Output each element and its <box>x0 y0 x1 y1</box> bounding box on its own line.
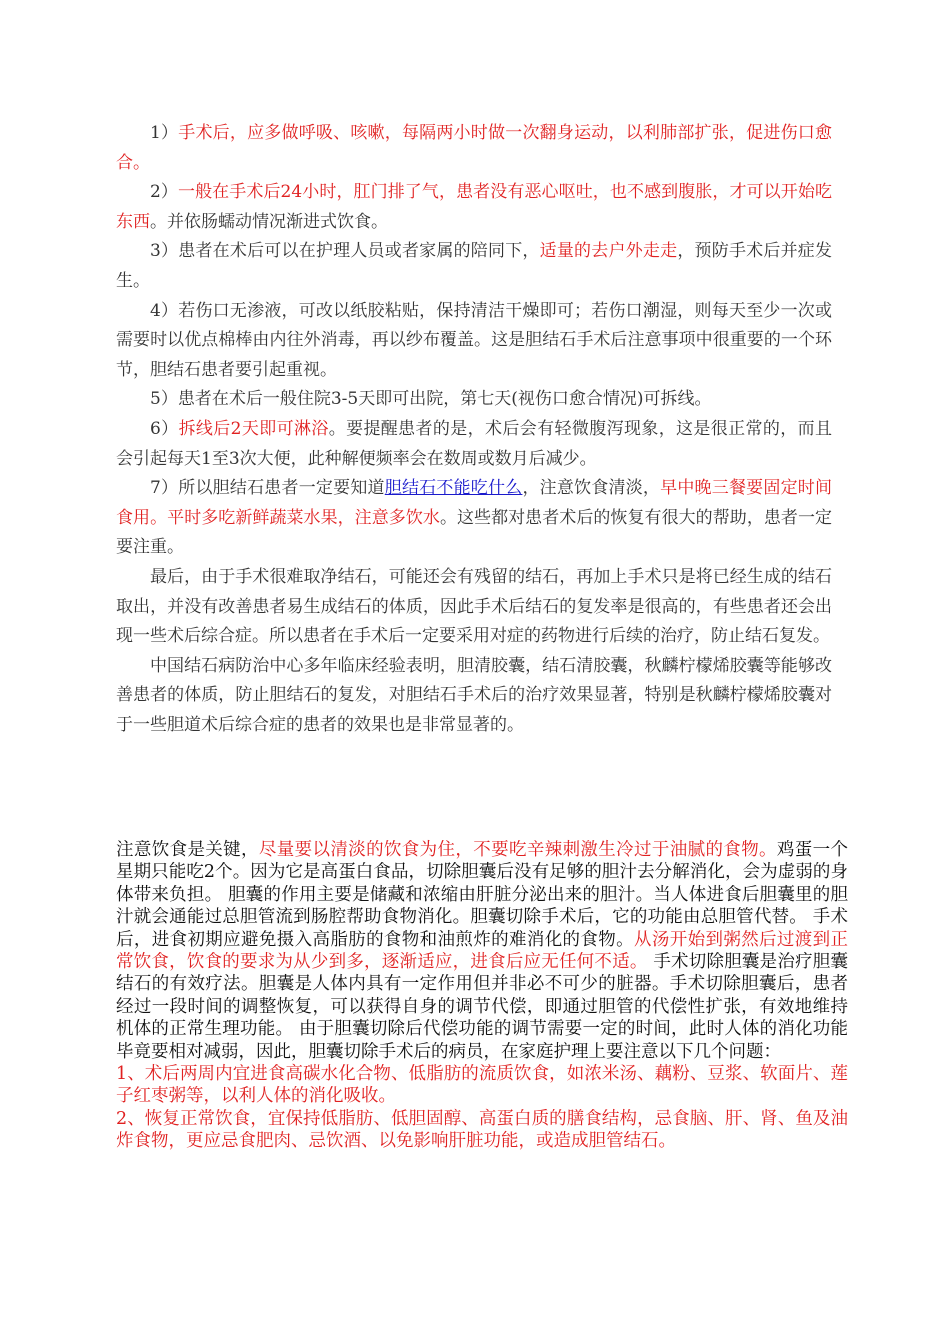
post-surgery-care-section <box>116 119 832 740</box>
paragraph-5: 5）患者在术后一般住院3-5天即可出院，第七天(视伤口愈合情况)可拆线。 <box>150 389 712 410</box>
diet-advice-section <box>116 839 848 1153</box>
paragraph-1: 1）手术后，应多做呼吸、咳嗽，每隔两小时做一次翻身运动，以利肺部扩张，促进伤口愈合。 <box>116 123 833 173</box>
diet-item-2: 2、恢复正常饮食，宜保持低脂肪、低胆固醇、高蛋白质的膳食结构，忌食脑、肝、肾、鱼及油炸食物，更应忌食肥肉、忌饮酒、以免影响肝脏功能，或造成胆管结石。 <box>116 1108 848 1152</box>
gallstone-diet-link[interactable]: 胆结石不能吃什么 <box>384 478 523 499</box>
paragraph-4: 4）若伤口无渗液，可改以纸胶粘贴，保持清洁干燥即可；若伤口潮湿，则每天至少一次或需要时以优点棉棒由内往外消毒，再以纱布覆盖。这是胆结石手术后注意事项中很重要的一个环节，胆结石患者要引起重视。 <box>116 300 832 380</box>
diet-item-1: 1、术后两周内宜进食高碳水化合物、低脂肪的流质饮食，如浓米汤、藕粉、豆浆、软面片、莲子红枣粥等，以利人体的消化吸收。 <box>116 1064 848 1107</box>
paragraph-8: 最后，由于手术很难取净结石，可能还会有残留的结石，再加上手术只是将已经生成的结石取出，并没有改善患者易生成结石的体质，因此手术后结石的复发率是很高的，有些患者还会出现一些术后综合症。所以患者在手术后一定要采用对症的药物进行后续的治疗，防止结石复发。 <box>116 566 832 647</box>
paragraph-6: 6）拆线后2天即可淋浴。要提醒患者的是，术后会有轻微腹泻现象，这是很正常的，而且会引起每天1至3次大便，此种解便频率会在数周或数月后减少。 <box>116 418 832 469</box>
paragraph-2: 2）一般在手术后24小时，肛门排了气，患者没有恶心呕吐，也不感到腹胀，才可以开始吃东西。并依肠蠕动情况渐进式饮食。 <box>116 182 832 232</box>
paragraph-9: 中国结石病防治中心多年临床经验表明，胆清胶囊，结石清胶囊，秋麟柠檬烯胶囊等能够改善患者的体质，防止胆结石的复发，对胆结石手术后的治疗效果显著，特别是秋麟柠檬烯胶囊对于一些胆道术后综合症的患者的效果也是非常显著的。 <box>116 655 832 735</box>
paragraph-7: 7）所以胆结石患者一定要知道胆结石不能吃什么，注意饮食清淡，早中晚三餐要固定时间食用。平时多吃新鲜蔬菜水果，注意多饮水。这些都对患者术后的恢复有很大的帮助，患者一定要注重。 <box>116 478 833 558</box>
diet-paragraph: 注意饮食是关键，尽量要以清淡的饮食为住，不要吃辛辣刺激生冷过于油腻的食物。鸡蛋一个星期只能吃2个。因为它是高蛋白食品，切除胆囊后没有足够的胆汁去分解消化，会为虚弱的身体带来负担。 胆囊的作用主要是储藏和浓缩由肝脏分泌出来的胆汁。当人体进食后胆囊里的胆汁就会通能过总胆管流到肠腔帮助食物消化。胆囊切除手术后，它的功能由总胆管代替。 手术后，进食初期应避免摄入高脂肪的食物和油煎炸的难消化的食物。从汤开始到粥然后过渡到正常饮食，饮食的要求为从少到多，逐渐适应，进食后应无任何不适。 手术切除胆囊是治疗胆囊结石的有效疗法。胆囊是人体内具有一定作用但并非必不可少的脏器。手术切除胆囊后，患者经过一段时间的调整恢复，可以获得自身的调节代偿，即通过胆管的代偿性扩张，有效地维持机体的正常生理功能。 由于胆囊切除后代偿功能的调节需要一定的时间，此时人体的消化功能毕竟要相对减弱，因此，胆囊切除手术后的病员，在家庭护理上要注意以下几个问题： <box>116 840 849 1062</box>
paragraph-3: 3）患者在术后可以在护理人员或者家属的陪同下，适量的去户外走走，预防手术后并症发生。 <box>116 241 833 291</box>
